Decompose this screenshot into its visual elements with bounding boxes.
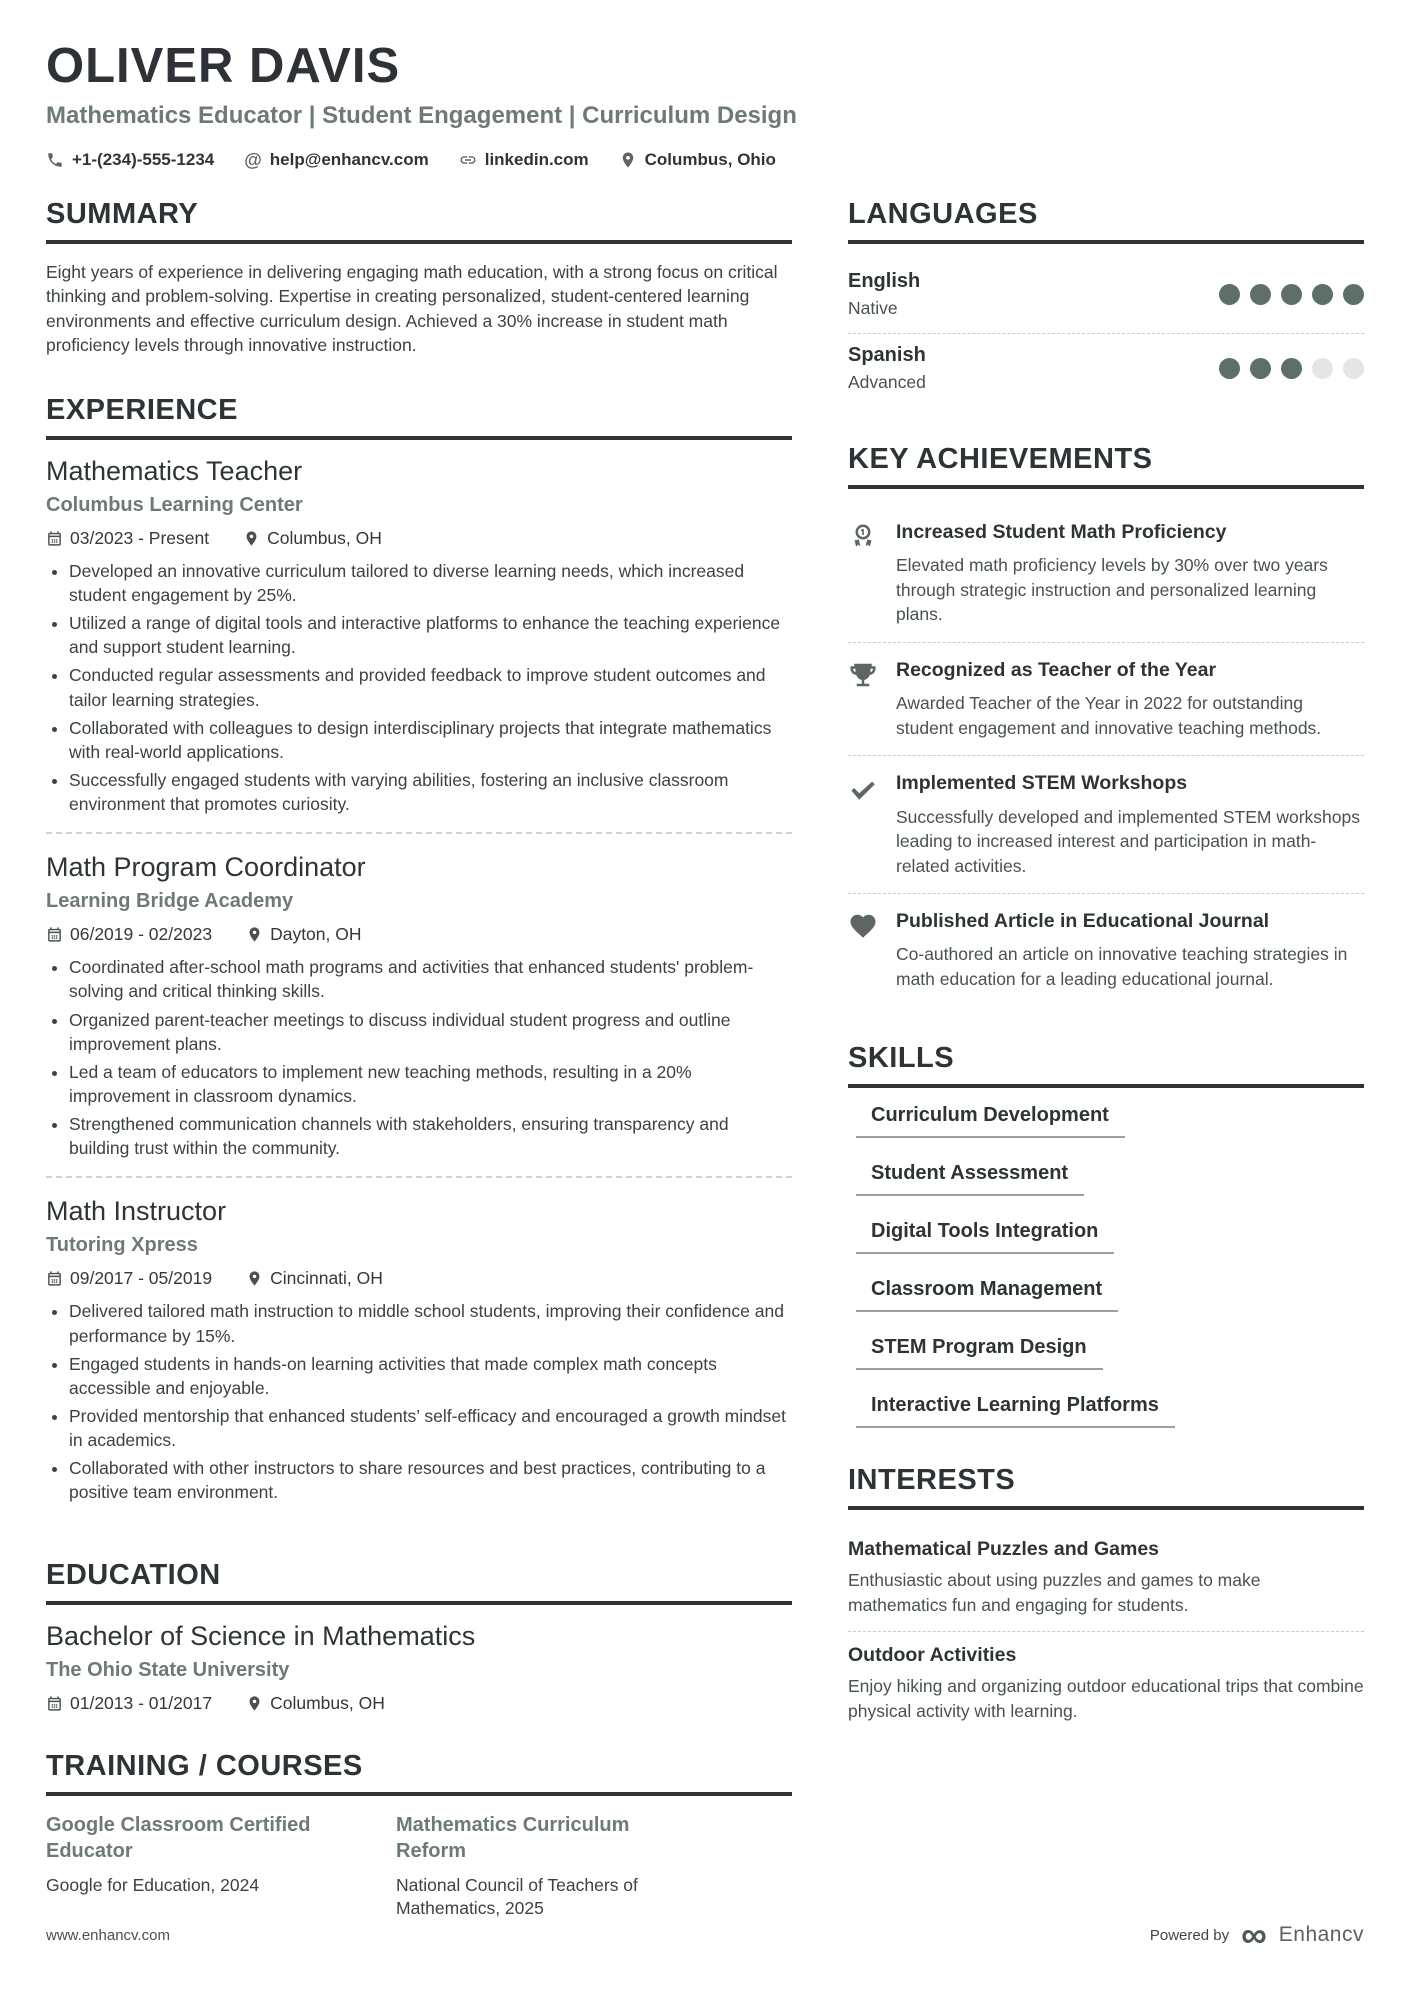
experience-heading: EXPERIENCE [46,394,792,440]
job-dates-text: 06/2019 - 02/2023 [70,924,213,945]
contact-location-text: Columbus, Ohio [644,149,776,169]
job-bullet: • Collaborated with colleagues to design interdisciplinary projects that integrate mathematics with real-world applications. [69,716,792,764]
job-dates [46,528,209,549]
calendar-icon [46,530,63,547]
course-org: Google for Education, 2024 [46,1874,260,1895]
language-level-dot [1250,284,1271,305]
interests-section [848,1464,1364,1737]
skill-item: STEM Program Design [856,1336,1103,1370]
phone-icon [46,151,64,169]
job-dates-text: 09/2017 - 05/2019 [70,1268,213,1289]
achievement-title: Increased Student Math Proficiency [896,520,1227,543]
education-meta [46,1693,792,1714]
achievement-entry [848,642,1364,755]
achievements-section [848,443,1364,1007]
job-bullet: • Engaged students in hands-on learning activities that made complex math concepts accessible and enjoyable. [69,1352,792,1400]
interests-heading: INTERESTS [848,1464,1364,1510]
achievement-entry [848,893,1364,1006]
achievement-body [896,658,1364,740]
interest-title: Mathematical Puzzles and Games [848,1538,1160,1561]
achievement-body [896,520,1364,627]
interest-text: Enthusiastic about using puzzles and games to make mathematics fun and engaging for students. [848,1570,1261,1615]
achievement-body [896,909,1364,991]
skill-item: Classroom Management [856,1278,1118,1312]
job-bullet: • Strengthened communication channels with stakeholders, ensuring transparency and building trust within the community. [69,1112,792,1160]
job-company: Columbus Learning Center [46,493,303,516]
achievement-icon-wrap [848,771,882,878]
languages-heading: LANGUAGES [848,198,1364,244]
calendar-icon [46,926,63,943]
summary-heading: SUMMARY [46,198,792,244]
powered-by[interactable]: Powered by ∞ Enhancv [1149,1914,1364,1955]
achievement-icon-wrap [848,520,882,627]
course-org: National Council of Teachers of Mathematics, 2025 [396,1874,638,1919]
achievement-body [896,771,1364,878]
contact-row [46,150,1364,170]
contact-phone-text: +1-(234)-555-1234 [72,149,215,169]
contact-location [619,150,776,170]
language-info [848,270,920,319]
calendar-icon [46,1695,63,1712]
trophy-icon [848,660,878,690]
achievements-heading: KEY ACHIEVEMENTS [848,443,1364,489]
achievement-entry [848,755,1364,893]
job-bullet: • Successfully engaged students with varying abilities, fostering an inclusive classroom environment that promotes curiosity. [69,768,792,816]
achievement-icon-wrap [848,658,882,740]
link-icon [459,151,477,169]
location-icon [246,1270,263,1287]
language-level-dots [1219,358,1364,379]
training-heading: TRAINING / COURSES [46,1750,792,1796]
training-section [46,1750,792,1921]
calendar-icon [46,1270,63,1287]
language-level-dot [1250,358,1271,379]
achievement-text: Co-authored an article on innovative teaching strategies in math education for a leading educational journal. [896,944,1348,989]
language-level-dot [1312,284,1333,305]
medal-icon [848,522,878,552]
achievement-icon-wrap [848,909,882,991]
page-footer [46,1914,1364,1955]
interest-title: Outdoor Activities [848,1644,1017,1667]
job-bullet: • Coordinated after-school math programs and activities that enhanced students' problem-solving and critical thinking skills. [69,955,792,1003]
location-icon [246,1695,263,1712]
language-level-dots [1219,284,1364,305]
at-icon: @ [244,149,262,170]
language-level-dot [1343,358,1364,379]
achievement-title: Published Article in Educational Journal [896,910,1270,933]
language-name: English [848,269,921,292]
summary-text: Eight years of experience in delivering engaging math education, with a strong focus on critical thinking and problem-solving. Expertise in creating personalized, student-centered learning environments and effective curriculum design. Achieved a 30% increase in student math proficiency levels through innovative instruction. [46,261,778,356]
achievement-text: Elevated math proficiency levels by 30% over two years through strategic instruction and personalized learning plans. [896,555,1328,625]
job-bullets [46,955,792,1160]
job-title: Math Instructor [46,1196,227,1227]
school-name: The Ohio State University [46,1658,290,1681]
job-title: Mathematics Teacher [46,455,303,486]
heart-icon [848,911,878,941]
job-dates [46,924,212,945]
enhancv-url[interactable]: www.enhancv.com [46,1926,170,1944]
job-meta [46,528,792,549]
skill-item: Interactive Learning Platforms [856,1394,1175,1428]
contact-linkedin-text[interactable]: linkedin.com [484,149,589,169]
candidate-headline: Mathematics Educator | Student Engagement | Curriculum Design [46,101,797,129]
job-dates [46,1268,212,1289]
language-row [848,260,1364,333]
dashed-divider [46,1176,792,1178]
job-bullet: • Delivered tailored math instruction to middle school students, improving their confidence and performance by 15%. [69,1299,792,1347]
job-location [246,1268,383,1289]
education-location [246,1693,385,1714]
contact-email[interactable] [244,150,428,170]
achievement-text: Successfully developed and implemented STEM workshops leading to increased interest and participation in math-related activities. [896,806,1360,876]
skill-item: Digital Tools Integration [856,1220,1114,1254]
interest-entry [848,1631,1364,1737]
interest-text: Enjoy hiking and organizing outdoor educational trips that combine physical activity with learning. [848,1676,1364,1721]
achievement-text: Awarded Teacher of the Year in 2022 for outstanding student engagement and innovative teaching methods. [896,693,1322,738]
language-level-dot [1281,358,1302,379]
skills-heading: SKILLS [848,1042,1364,1088]
skill-item: Student Assessment [856,1162,1084,1196]
skill-item: Curriculum Development [856,1104,1125,1138]
language-level-dot [1219,284,1240,305]
resume-columns [46,198,1364,1921]
job-dates-text: 03/2023 - Present [70,527,210,548]
education-location-text: Columbus, OH [270,1692,385,1713]
job-bullet: • Led a team of educators to implement new teaching methods, resulting in a 20% improvement in classroom dynamics. [69,1060,792,1108]
job-company: Learning Bridge Academy [46,890,294,913]
check-icon [848,773,878,803]
achievement-title: Implemented STEM Workshops [896,772,1188,795]
course-list [46,1812,792,1921]
dashed-divider [46,832,792,834]
course-entry [396,1812,702,1921]
job-location-text: Cincinnati, OH [270,1268,383,1289]
job-bullet: • Conducted regular assessments and provided feedback to improve student outcomes and tailor learning strategies. [69,663,792,711]
language-level: Native [848,297,898,318]
side-column [848,198,1364,1921]
job-entry [46,456,792,816]
job-location-text: Columbus, OH [267,527,382,548]
education-dates [46,1693,212,1714]
course-title: Mathematics Curriculum Reform [396,1813,630,1862]
job-title: Math Program Coordinator [46,852,366,883]
contact-phone [46,150,214,170]
language-info [848,344,926,393]
location-icon [619,151,637,169]
language-level-dot [1312,358,1333,379]
job-bullet: • Developed an innovative curriculum tailored to diverse learning needs, which increased student engagement by 25%. [69,559,792,607]
contact-linkedin[interactable] [459,150,589,170]
job-bullets [46,1299,792,1504]
job-bullet: • Collaborated with other instructors to share resources and best practices, contributing to a positive team environment. [69,1456,792,1504]
contact-email-text[interactable]: help@enhancv.com [269,149,429,169]
skills-section [848,1042,1364,1428]
experience-section [46,394,792,1505]
candidate-name: OLIVER DAVIS [46,39,401,93]
job-location-text: Dayton, OH [270,924,362,945]
education-section [46,1559,792,1714]
job-bullet: • Provided mentorship that enhanced students’ self-efficacy and encouraged a growth mindset in academics. [69,1404,792,1452]
job-location [246,924,361,945]
language-level-dot [1219,358,1240,379]
language-level-dot [1281,284,1302,305]
job-company: Tutoring Xpress [46,1234,198,1257]
job-bullet: • Organized parent-teacher meetings to discuss individual student progress and outline improvement plans. [69,1008,792,1056]
education-heading: EDUCATION [46,1559,792,1605]
degree-title: Bachelor of Science in Mathematics [46,1620,476,1651]
language-name: Spanish [848,343,926,366]
enhancv-brand: Enhancv [1278,1923,1364,1946]
course-title: Google Classroom Certified Educator [46,1813,311,1862]
achievement-title: Recognized as Teacher of the Year [896,658,1217,681]
language-row [848,334,1364,407]
job-meta [46,924,792,945]
powered-by-label: Powered by [1149,1926,1230,1944]
location-icon [246,926,263,943]
languages-section [848,198,1364,407]
job-bullet: • Utilized a range of digital tools and interactive platforms to enhance the teaching experience and support student learning. [69,611,792,659]
job-entry [46,1196,792,1504]
location-icon [243,530,260,547]
main-column [46,198,792,1921]
language-level: Advanced [848,371,926,392]
achievement-entry [848,505,1364,642]
education-dates-text: 01/2013 - 01/2017 [70,1692,213,1713]
job-bullets [46,559,792,816]
summary-section [46,198,792,358]
job-meta [46,1268,792,1289]
job-entry [46,852,792,1160]
course-entry [46,1812,352,1921]
interest-entry [848,1526,1364,1631]
job-location [243,528,382,549]
language-level-dot [1343,284,1364,305]
resume-header [46,40,1364,170]
